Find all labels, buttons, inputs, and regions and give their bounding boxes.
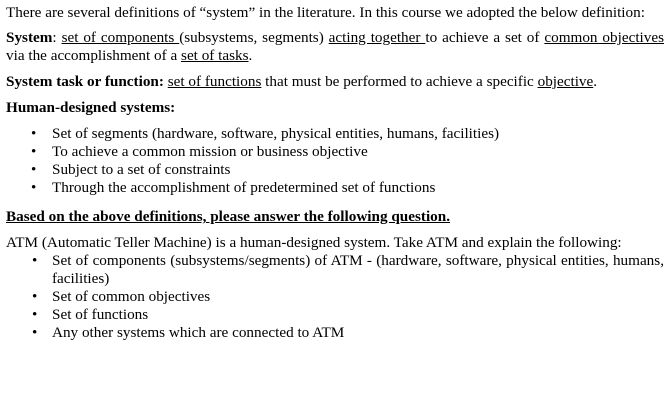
list-item-text: Any other systems which are connected to ATM [52,324,345,341]
system-definition [6,29,664,65]
list-item [6,252,664,288]
bullet-icon: • [31,161,37,178]
list-item-text: Set of common objectives [52,288,211,305]
task-term: System task or function: [6,73,164,90]
common-objectives-phrase: common objectives [544,29,665,46]
list-item [6,179,664,197]
system-colon: : [52,29,57,46]
task-middle-phrase: that must be performed to achieve a specific [261,73,538,90]
list-item [6,125,664,143]
bullet-icon: • [31,143,37,160]
question-heading: Based on the above definitions, please answer the following question. [6,208,450,225]
list-item [6,161,664,179]
bullet-icon: • [32,324,38,341]
set-of-tasks-phrase: set of tasks [181,47,249,64]
accomplishment-phrase: via the accomplishment of a [6,47,182,64]
set-of-components-phrase: set of components [61,29,180,46]
list-item [6,324,664,342]
set-of-functions-phrase: set of functions [167,73,262,90]
human-designed-list [6,125,664,197]
system-term: System [6,29,53,46]
list-item-text: To achieve a common mission or business objective [52,143,368,160]
list-item [6,143,664,161]
objective-phrase: objective [537,73,594,90]
list-item [6,288,664,306]
bullet-icon: • [31,179,37,196]
list-item-text: Through the accomplishment of predetermined set of functions [52,179,436,196]
acting-together-phrase: acting together [328,29,426,46]
human-designed-heading-text: Human-designed systems: [6,99,176,116]
task-period: . [593,73,598,90]
task-definition [6,73,664,91]
list-item [6,306,664,324]
atm-intro: ATM (Automatic Teller Machine) is a human-designed system. Take ATM and explain the following: [6,234,622,251]
list-item-text: Set of functions [52,306,149,323]
bullet-icon: • [32,252,38,269]
subsystems-phrase: (subsystems, segments) [179,29,329,46]
achieve-phrase: to achieve a set of [425,29,545,46]
human-designed-heading [6,99,664,117]
bullet-icon: • [32,288,38,305]
list-item-text: Set of segments (hardware, software, physical entities, humans, facilities) [52,125,500,142]
system-definition-period: . [248,47,253,64]
list-item-text: Set of components (subsystems/segments) of ATM - (hardware, software, physical entities, humans, facilities) [52,252,664,287]
intro-paragraph: There are several definitions of “system” in the literature. In this course we adopted the below definition: [6,4,645,21]
atm-list [6,252,664,342]
bullet-icon: • [31,125,37,142]
document-page [6,4,664,342]
list-item-text: Subject to a set of constraints [52,161,231,178]
bullet-icon: • [32,306,38,323]
